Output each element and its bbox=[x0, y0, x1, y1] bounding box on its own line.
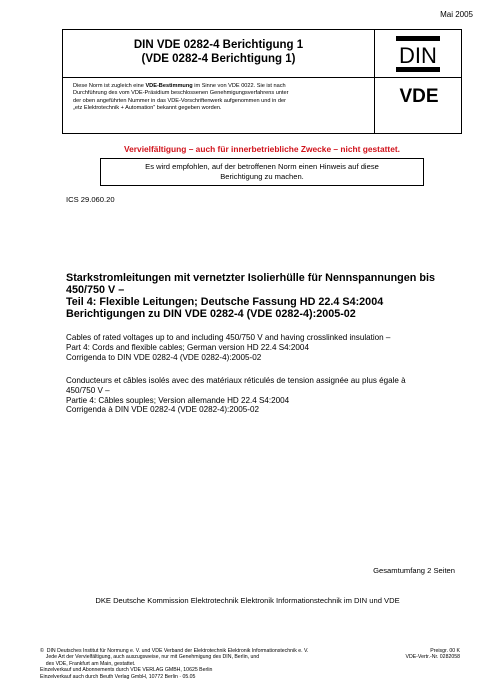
footer-copyright bbox=[40, 648, 370, 680]
french-title-line: Partie 4: Câbles souples; Version allemande HD 22.4 S4:2004 bbox=[66, 395, 290, 405]
footer-line: Einzelverkauf auch durch Beuth Verlag GmbH, 10772 Berlin · 05.05 bbox=[40, 673, 196, 680]
standard-title bbox=[63, 38, 374, 66]
german-title-line: 450/750 V – bbox=[66, 284, 125, 296]
vde-note-text: Diese Norm ist zugleich eine bbox=[73, 83, 146, 89]
vde-note-text: im Sinne von VDE 0022. Sie ist nach bbox=[192, 83, 286, 89]
french-title-line: Corrigenda à DIN VDE 0282-4 (VDE 0282-4):2005-02 bbox=[66, 405, 260, 415]
ics-code: ICS 29.060.20 bbox=[66, 195, 115, 204]
standard-title-line: DIN VDE 0282-4 Berichtigung 1 bbox=[133, 39, 304, 51]
recommendation-line: Berichtigung zu machen. bbox=[220, 172, 304, 181]
din-logo-text: DIN bbox=[399, 43, 437, 68]
header-horizontal-divider bbox=[63, 77, 461, 78]
dke-line: DKE Deutsche Kommission Elektrotechnik Elektronik Informationstechnik im DIN und VDE bbox=[95, 596, 400, 605]
english-title bbox=[66, 333, 462, 362]
vde-note-text: der oben angeführten Nummer in das VDE-Vorschriftenwerk aufgenommen und in der bbox=[73, 97, 286, 104]
german-title-line: Teil 4: Flexible Leitungen; Deutsche Fassung HD 22.4 S4:2004 bbox=[66, 296, 384, 308]
french-title-line: Conducteurs et câbles isolés avec des matériaux réticulés de tension assignée au plus égale à bbox=[66, 376, 406, 385]
french-title bbox=[66, 376, 462, 415]
english-title-line: Part 4: Cords and flexible cables; German version HD 22.4 S4:2004 bbox=[66, 342, 309, 352]
german-title-line: Starkstromleitungen mit vernetzter Isolierhülle für Nennspannungen bis bbox=[66, 272, 435, 284]
recommendation-box bbox=[100, 158, 424, 186]
standard-title-line: (VDE 0282-4 Berichtigung 1) bbox=[141, 53, 296, 65]
vde-logo-text: VDE bbox=[399, 86, 439, 105]
footer-line: Einzelverkauf und Abonnements durch VDE VERLAG GMBH, 10625 Berlin bbox=[40, 667, 213, 674]
vde-note-text: „etz Elektrotechnik + Automation“ bekannt gegeben worden. bbox=[73, 104, 222, 111]
footer-line: des VDE, Frankfurt am Main, gestattet. bbox=[40, 660, 136, 667]
footer-line: © DIN Deutsches Institut für Normung e. V. und VDE Verband der Elektrotechnik Elektronik Informationstechnik e. V. bbox=[40, 648, 309, 654]
vde-logo bbox=[379, 85, 459, 105]
total-pages: Gesamtumfang 2 Seiten bbox=[373, 566, 455, 575]
footer-line: Jede Art der Vervielfältigung, auch auszugsweise, nur mit Genehmigung des DIN, Berlin, und bbox=[40, 654, 260, 661]
vde-note bbox=[73, 83, 366, 112]
english-title-line: Corrigenda to DIN VDE 0282-4 (VDE 0282-4):2005-02 bbox=[66, 352, 262, 362]
vde-contract-number: VDE-Vertr.-Nr. 0282058 bbox=[405, 654, 460, 661]
price-group: Preisgr. 00 K bbox=[430, 648, 460, 654]
footer-price bbox=[406, 648, 461, 661]
recommendation-line: Es wird empfohlen, auf der betroffenen Norm einen Hinweis auf diese bbox=[145, 162, 379, 171]
french-title-line: 450/750 V – bbox=[66, 385, 110, 395]
english-title-line: Cables of rated voltages up to and including 450/750 V and having crosslinked insulation – bbox=[66, 333, 391, 342]
publication-date: Mai 2005 bbox=[440, 10, 473, 19]
header-box bbox=[62, 29, 462, 134]
header-vertical-divider bbox=[374, 30, 375, 133]
reproduction-warning: Vervielfältigung – auch für innerbetriebliche Zwecke – nicht gestattet. bbox=[124, 144, 400, 154]
vde-note-text: Durchführung des vom VDE-Präsidium beschlossenen Genehmigungsverfahrens unter bbox=[73, 90, 289, 97]
vde-note-bold: VDE-Bestimmung bbox=[145, 83, 193, 89]
din-logo bbox=[394, 35, 442, 73]
german-title-line: Berichtigungen zu DIN VDE 0282-4 (VDE 0282-4):2005-02 bbox=[66, 308, 356, 320]
german-title bbox=[66, 272, 462, 320]
